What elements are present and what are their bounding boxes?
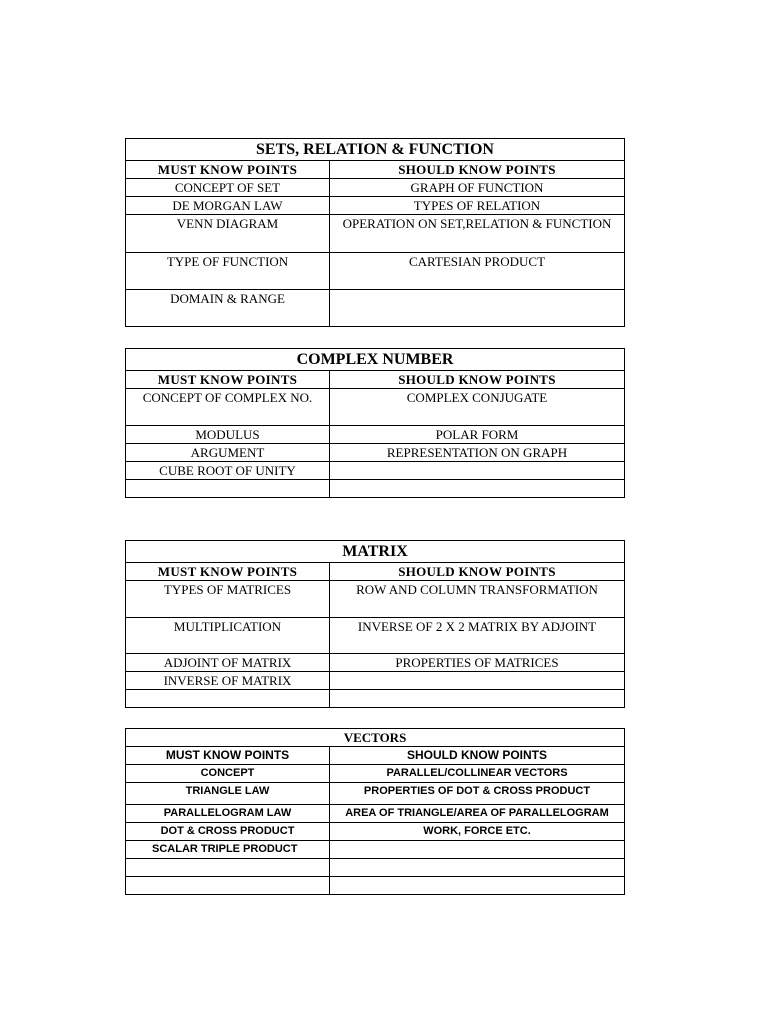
table-title: COMPLEX NUMBER bbox=[126, 349, 625, 371]
must-know-cell: TYPE OF FUNCTION bbox=[126, 253, 330, 290]
must-know-cell: PARALLELOGRAM LAW bbox=[126, 805, 330, 823]
must-know-cell: CONCEPT OF COMPLEX NO. bbox=[126, 389, 330, 426]
table-row bbox=[126, 426, 625, 444]
must-know-cell bbox=[126, 859, 330, 877]
must-know-cell: CUBE ROOT OF UNITY bbox=[126, 462, 330, 480]
must-know-cell: DOMAIN & RANGE bbox=[126, 290, 330, 327]
should-know-cell bbox=[330, 290, 625, 327]
should-know-cell: OPERATION ON SET,RELATION & FUNCTION bbox=[330, 215, 625, 253]
table-row bbox=[126, 179, 625, 197]
should-know-header: SHOULD KNOW POINTS bbox=[330, 747, 625, 765]
table-row bbox=[126, 197, 625, 215]
must-know-cell: MULTIPLICATION bbox=[126, 618, 330, 654]
must-know-header: MUST KNOW POINTS bbox=[126, 563, 330, 581]
table-row bbox=[126, 462, 625, 480]
table-row bbox=[126, 859, 625, 877]
table-row bbox=[126, 690, 625, 708]
sets-relation-function-table bbox=[125, 138, 625, 327]
should-know-cell: CARTESIAN PRODUCT bbox=[330, 253, 625, 290]
must-know-cell: DOT & CROSS PRODUCT bbox=[126, 823, 330, 841]
should-know-cell: GRAPH OF FUNCTION bbox=[330, 179, 625, 197]
should-know-cell: PARALLEL/COLLINEAR VECTORS bbox=[330, 765, 625, 783]
must-know-cell: TYPES OF MATRICES bbox=[126, 581, 330, 618]
table-row bbox=[126, 783, 625, 805]
should-know-cell bbox=[330, 462, 625, 480]
must-know-cell: ADJOINT OF MATRIX bbox=[126, 654, 330, 672]
must-know-cell: DE MORGAN LAW bbox=[126, 197, 330, 215]
table-row bbox=[126, 581, 625, 618]
table-row bbox=[126, 805, 625, 823]
table-title: SETS, RELATION & FUNCTION bbox=[126, 139, 625, 161]
should-know-cell: ROW AND COLUMN TRANSFORMATION bbox=[330, 581, 625, 618]
must-know-cell: MODULUS bbox=[126, 426, 330, 444]
table-title: MATRIX bbox=[126, 541, 625, 563]
should-know-cell bbox=[330, 690, 625, 708]
table-row bbox=[126, 444, 625, 462]
table-row bbox=[126, 672, 625, 690]
table-row bbox=[126, 389, 625, 426]
complex-number-table bbox=[125, 348, 625, 498]
must-know-header: MUST KNOW POINTS bbox=[126, 161, 330, 179]
must-know-cell: VENN DIAGRAM bbox=[126, 215, 330, 253]
should-know-cell: PROPERTIES OF DOT & CROSS PRODUCT bbox=[330, 783, 625, 805]
should-know-header: SHOULD KNOW POINTS bbox=[330, 161, 625, 179]
should-know-cell bbox=[330, 672, 625, 690]
vectors-table bbox=[125, 728, 625, 895]
must-know-cell bbox=[126, 690, 330, 708]
should-know-cell: TYPES OF RELATION bbox=[330, 197, 625, 215]
must-know-cell bbox=[126, 877, 330, 895]
must-know-header: MUST KNOW POINTS bbox=[126, 747, 330, 765]
should-know-cell: INVERSE OF 2 X 2 MATRIX BY ADJOINT bbox=[330, 618, 625, 654]
should-know-cell: REPRESENTATION ON GRAPH bbox=[330, 444, 625, 462]
table-row bbox=[126, 823, 625, 841]
table-row bbox=[126, 480, 625, 498]
table-row bbox=[126, 618, 625, 654]
should-know-cell: PROPERTIES OF MATRICES bbox=[330, 654, 625, 672]
should-know-cell: COMPLEX CONJUGATE bbox=[330, 389, 625, 426]
must-know-cell: TRIANGLE LAW bbox=[126, 783, 330, 805]
table-title: VECTORS bbox=[126, 729, 625, 747]
must-know-header: MUST KNOW POINTS bbox=[126, 371, 330, 389]
matrix-table bbox=[125, 540, 625, 708]
should-know-cell bbox=[330, 859, 625, 877]
table-row bbox=[126, 841, 625, 859]
must-know-cell bbox=[126, 480, 330, 498]
table-row bbox=[126, 765, 625, 783]
must-know-cell: SCALAR TRIPLE PRODUCT bbox=[126, 841, 330, 859]
should-know-cell: POLAR FORM bbox=[330, 426, 625, 444]
table-row bbox=[126, 654, 625, 672]
must-know-cell: CONCEPT bbox=[126, 765, 330, 783]
must-know-cell: INVERSE OF MATRIX bbox=[126, 672, 330, 690]
table-row bbox=[126, 215, 625, 253]
table-row bbox=[126, 253, 625, 290]
table-row bbox=[126, 290, 625, 327]
must-know-cell: CONCEPT OF SET bbox=[126, 179, 330, 197]
should-know-header: SHOULD KNOW POINTS bbox=[330, 371, 625, 389]
should-know-cell bbox=[330, 841, 625, 859]
should-know-header: SHOULD KNOW POINTS bbox=[330, 563, 625, 581]
should-know-cell bbox=[330, 877, 625, 895]
table-row bbox=[126, 877, 625, 895]
should-know-cell: WORK, FORCE ETC. bbox=[330, 823, 625, 841]
should-know-cell: AREA OF TRIANGLE/AREA OF PARALLELOGRAM bbox=[330, 805, 625, 823]
should-know-cell bbox=[330, 480, 625, 498]
must-know-cell: ARGUMENT bbox=[126, 444, 330, 462]
